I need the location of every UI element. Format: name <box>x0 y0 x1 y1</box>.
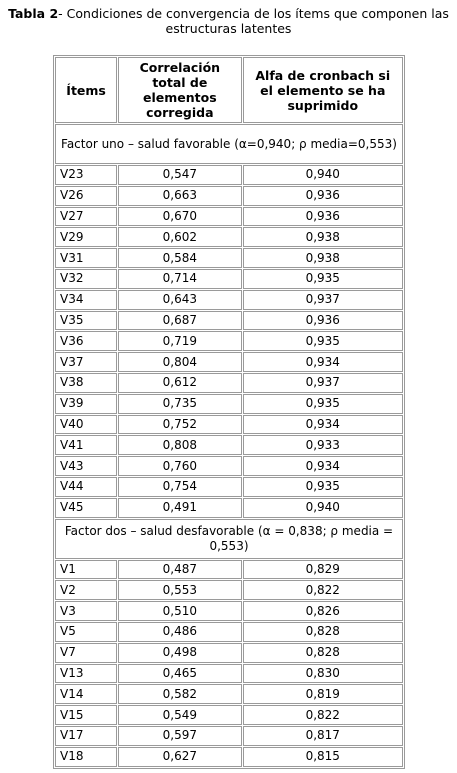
alpha-cell: 0,828 <box>243 643 403 663</box>
table-row <box>55 560 403 580</box>
table-row <box>55 726 403 746</box>
correlation-cell: 0,663 <box>118 186 241 206</box>
alpha-cell: 0,819 <box>243 684 403 704</box>
item-cell: V37 <box>55 352 117 372</box>
table-row <box>55 705 403 725</box>
table-row <box>55 227 403 247</box>
alpha-cell: 0,940 <box>243 498 403 518</box>
correlation-cell: 0,549 <box>118 705 241 725</box>
alpha-cell: 0,826 <box>243 601 403 621</box>
item-cell: V5 <box>55 622 117 642</box>
correlation-cell: 0,714 <box>118 269 241 289</box>
table-row <box>55 290 403 310</box>
alpha-cell: 0,828 <box>243 622 403 642</box>
header-corrected-correlation: Correlación total de elementos corregida <box>118 57 241 123</box>
correlation-cell: 0,553 <box>118 580 241 600</box>
alpha-cell: 0,822 <box>243 580 403 600</box>
table-row <box>55 415 403 435</box>
correlation-cell: 0,752 <box>118 415 241 435</box>
item-cell: V31 <box>55 248 117 268</box>
correlation-cell: 0,547 <box>118 165 241 185</box>
correlation-cell: 0,760 <box>118 456 241 476</box>
item-cell: V17 <box>55 726 117 746</box>
header-alpha-if-deleted: Alfa de cronbach si el elemento se ha suprimido <box>243 57 403 123</box>
item-cell: V41 <box>55 435 117 455</box>
item-cell: V7 <box>55 643 117 663</box>
correlation-cell: 0,670 <box>118 207 241 227</box>
correlation-cell: 0,719 <box>118 331 241 351</box>
item-cell: V45 <box>55 498 117 518</box>
item-cell: V18 <box>55 747 117 767</box>
table-row <box>55 394 403 414</box>
correlation-cell: 0,491 <box>118 498 241 518</box>
table-row <box>55 435 403 455</box>
item-cell: V35 <box>55 311 117 331</box>
correlation-cell: 0,808 <box>118 435 241 455</box>
factor-row <box>55 519 403 559</box>
item-cell: V43 <box>55 456 117 476</box>
table-caption <box>0 0 457 34</box>
correlation-cell: 0,486 <box>118 622 241 642</box>
convergence-table <box>53 55 405 769</box>
item-cell: V14 <box>55 684 117 704</box>
correlation-cell: 0,498 <box>118 643 241 663</box>
alpha-cell: 0,935 <box>243 331 403 351</box>
table-row <box>55 331 403 351</box>
item-cell: V32 <box>55 269 117 289</box>
item-cell: V3 <box>55 601 117 621</box>
item-cell: V36 <box>55 331 117 351</box>
table-row <box>55 248 403 268</box>
correlation-cell: 0,643 <box>118 290 241 310</box>
correlation-cell: 0,804 <box>118 352 241 372</box>
alpha-cell: 0,935 <box>243 394 403 414</box>
table-row <box>55 352 403 372</box>
correlation-cell: 0,597 <box>118 726 241 746</box>
table-row <box>55 165 403 185</box>
item-cell: V2 <box>55 580 117 600</box>
header-items: Ítems <box>55 57 117 123</box>
item-cell: V40 <box>55 415 117 435</box>
table-row <box>55 684 403 704</box>
correlation-cell: 0,687 <box>118 311 241 331</box>
table-row <box>55 580 403 600</box>
table-row <box>55 207 403 227</box>
header-row <box>55 57 403 123</box>
correlation-cell: 0,584 <box>118 248 241 268</box>
alpha-cell: 0,817 <box>243 726 403 746</box>
item-cell: V29 <box>55 227 117 247</box>
table-row <box>55 498 403 518</box>
correlation-cell: 0,510 <box>118 601 241 621</box>
item-cell: V13 <box>55 664 117 684</box>
alpha-cell: 0,938 <box>243 227 403 247</box>
table-body <box>55 124 403 767</box>
alpha-cell: 0,830 <box>243 664 403 684</box>
alpha-cell: 0,934 <box>243 352 403 372</box>
alpha-cell: 0,937 <box>243 290 403 310</box>
correlation-cell: 0,487 <box>118 560 241 580</box>
item-cell: V1 <box>55 560 117 580</box>
table-row <box>55 664 403 684</box>
factor-row <box>55 124 403 164</box>
correlation-cell: 0,465 <box>118 664 241 684</box>
item-cell: V38 <box>55 373 117 393</box>
caption-text: - Condiciones de convergencia de los ítems que componen las estructuras latentes <box>58 6 449 36</box>
factor-title: Factor uno – salud favorable (α=0,940; ρ media=0,553) <box>55 124 403 164</box>
table-row <box>55 643 403 663</box>
item-cell: V15 <box>55 705 117 725</box>
item-cell: V39 <box>55 394 117 414</box>
caption-label: Tabla 2 <box>8 6 59 21</box>
table-row <box>55 477 403 497</box>
alpha-cell: 0,935 <box>243 269 403 289</box>
table-row <box>55 747 403 767</box>
alpha-cell: 0,815 <box>243 747 403 767</box>
table-row <box>55 456 403 476</box>
table-row <box>55 622 403 642</box>
correlation-cell: 0,627 <box>118 747 241 767</box>
alpha-cell: 0,934 <box>243 456 403 476</box>
item-cell: V27 <box>55 207 117 227</box>
alpha-cell: 0,822 <box>243 705 403 725</box>
table-row <box>55 311 403 331</box>
item-cell: V44 <box>55 477 117 497</box>
item-cell: V23 <box>55 165 117 185</box>
correlation-cell: 0,754 <box>118 477 241 497</box>
correlation-cell: 0,582 <box>118 684 241 704</box>
table-row <box>55 269 403 289</box>
alpha-cell: 0,829 <box>243 560 403 580</box>
alpha-cell: 0,938 <box>243 248 403 268</box>
alpha-cell: 0,934 <box>243 415 403 435</box>
alpha-cell: 0,940 <box>243 165 403 185</box>
alpha-cell: 0,936 <box>243 186 403 206</box>
alpha-cell: 0,936 <box>243 207 403 227</box>
alpha-cell: 0,935 <box>243 477 403 497</box>
table-row <box>55 186 403 206</box>
correlation-cell: 0,612 <box>118 373 241 393</box>
item-cell: V26 <box>55 186 117 206</box>
factor-title: Factor dos – salud desfavorable (α = 0,838; ρ media = 0,553) <box>55 519 403 559</box>
correlation-cell: 0,602 <box>118 227 241 247</box>
alpha-cell: 0,933 <box>243 435 403 455</box>
alpha-cell: 0,936 <box>243 311 403 331</box>
table-row <box>55 601 403 621</box>
alpha-cell: 0,937 <box>243 373 403 393</box>
correlation-cell: 0,735 <box>118 394 241 414</box>
item-cell: V34 <box>55 290 117 310</box>
table-row <box>55 373 403 393</box>
